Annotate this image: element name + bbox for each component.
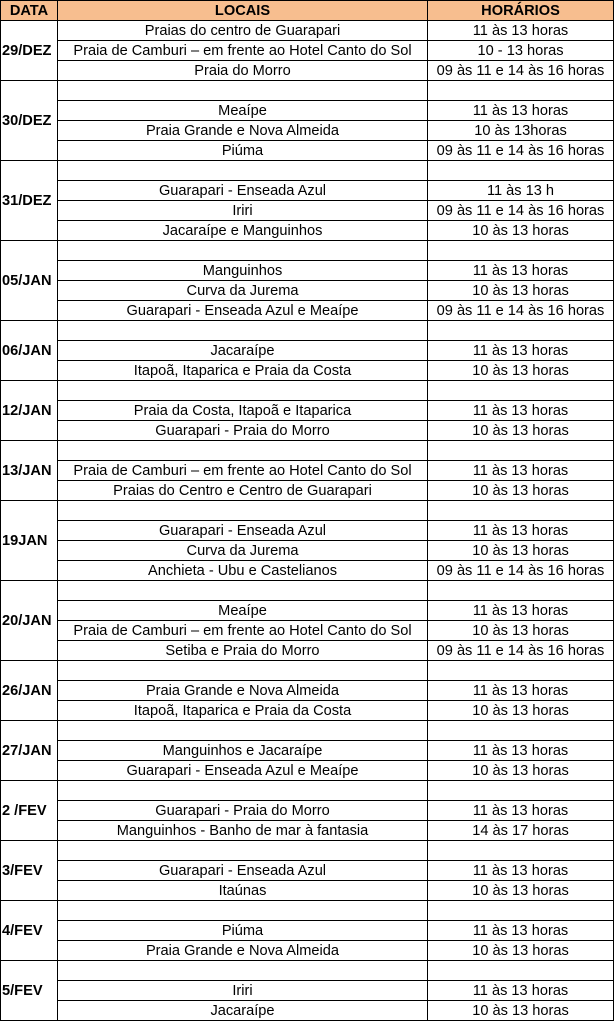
horario-cell: 11 às 13 horas: [428, 521, 614, 541]
table-row: [1, 1001, 614, 1021]
local-cell: Itapoã, Itaparica e Praia da Costa: [58, 361, 428, 381]
spacer-cell: [428, 841, 614, 861]
spacer-cell: [58, 381, 428, 401]
local-cell: Curva da Jurema: [58, 541, 428, 561]
spacer-row: [1, 501, 614, 521]
table-row: [1, 821, 614, 841]
local-cell: Praia de Camburi – em frente ao Hotel Canto do Sol: [58, 41, 428, 61]
horario-cell: 10 às 13 horas: [428, 761, 614, 781]
date-cell: 29/DEZ: [1, 21, 58, 81]
table-row: [1, 621, 614, 641]
local-cell: Manguinhos: [58, 261, 428, 281]
horario-cell: 10 às 13 horas: [428, 941, 614, 961]
local-cell: Piúma: [58, 141, 428, 161]
table-row: [1, 61, 614, 81]
horario-cell: 09 às 11 e 14 às 16 horas: [428, 201, 614, 221]
date-cell: 27/JAN: [1, 721, 58, 781]
table-row: [1, 281, 614, 301]
horario-cell: 11 às 13 horas: [428, 261, 614, 281]
table-row: [1, 641, 614, 661]
horario-cell: 10 às 13 horas: [428, 361, 614, 381]
spacer-row: [1, 781, 614, 801]
spacer-cell: [58, 501, 428, 521]
local-cell: Itaúnas: [58, 881, 428, 901]
horario-cell: 10 às 13 horas: [428, 541, 614, 561]
table-row: [1, 401, 614, 421]
table-row: [1, 561, 614, 581]
horario-cell: 10 às 13 horas: [428, 701, 614, 721]
horario-cell: 10 às 13 horas: [428, 1001, 614, 1021]
local-cell: Iriri: [58, 981, 428, 1001]
header-data: DATA: [1, 1, 58, 21]
date-cell: 3/FEV: [1, 841, 58, 901]
spacer-cell: [428, 721, 614, 741]
horario-cell: 10 às 13horas: [428, 121, 614, 141]
table-row: [1, 941, 614, 961]
horario-cell: 11 às 13 h: [428, 181, 614, 201]
table-row: [1, 101, 614, 121]
spacer-cell: [58, 781, 428, 801]
table-row: [1, 41, 614, 61]
table-row: [1, 761, 614, 781]
table-row: [1, 741, 614, 761]
table-row: [1, 121, 614, 141]
spacer-cell: [428, 381, 614, 401]
table-row: [1, 541, 614, 561]
date-cell: 5/FEV: [1, 961, 58, 1021]
horario-cell: 11 às 13 horas: [428, 921, 614, 941]
local-cell: Piúma: [58, 921, 428, 941]
date-cell: 2 /FEV: [1, 781, 58, 841]
date-cell: 12/JAN: [1, 381, 58, 441]
date-cell: 31/DEZ: [1, 161, 58, 241]
local-cell: Guarapari - Praia do Morro: [58, 421, 428, 441]
horario-cell: 10 às 13 horas: [428, 621, 614, 641]
date-cell: 05/JAN: [1, 241, 58, 321]
local-cell: Praia de Camburi – em frente ao Hotel Canto do Sol: [58, 461, 428, 481]
spacer-cell: [58, 581, 428, 601]
horario-cell: 11 às 13 horas: [428, 981, 614, 1001]
spacer-cell: [58, 901, 428, 921]
local-cell: Guarapari - Enseada Azul: [58, 521, 428, 541]
local-cell: Iriri: [58, 201, 428, 221]
spacer-cell: [428, 161, 614, 181]
date-cell: 06/JAN: [1, 321, 58, 381]
date-cell: 30/DEZ: [1, 81, 58, 161]
date-cell: 19JAN: [1, 501, 58, 581]
table-row: [1, 341, 614, 361]
local-cell: Guarapari - Praia do Morro: [58, 801, 428, 821]
spacer-cell: [428, 781, 614, 801]
spacer-cell: [58, 81, 428, 101]
local-cell: Meaípe: [58, 101, 428, 121]
table-row: [1, 301, 614, 321]
table-row: [1, 361, 614, 381]
spacer-cell: [428, 501, 614, 521]
schedule-body: [1, 21, 614, 1021]
spacer-cell: [428, 321, 614, 341]
date-cell: 4/FEV: [1, 901, 58, 961]
local-cell: Praia Grande e Nova Almeida: [58, 681, 428, 701]
spacer-row: [1, 961, 614, 981]
horario-cell: 10 às 13 horas: [428, 481, 614, 501]
local-cell: Curva da Jurema: [58, 281, 428, 301]
local-cell: Praia de Camburi – em frente ao Hotel Canto do Sol: [58, 621, 428, 641]
table-row: [1, 141, 614, 161]
spacer-cell: [58, 961, 428, 981]
local-cell: Praia do Morro: [58, 61, 428, 81]
spacer-cell: [428, 901, 614, 921]
local-cell: Jacaraípe: [58, 341, 428, 361]
horario-cell: 14 às 17 horas: [428, 821, 614, 841]
spacer-row: [1, 321, 614, 341]
horario-cell: 11 às 13 horas: [428, 861, 614, 881]
local-cell: Praia Grande e Nova Almeida: [58, 941, 428, 961]
spacer-cell: [58, 661, 428, 681]
horario-cell: 11 às 13 horas: [428, 101, 614, 121]
horario-cell: 10 às 13 horas: [428, 881, 614, 901]
table-row: [1, 421, 614, 441]
header-row: [1, 1, 614, 21]
local-cell: Praia da Costa, Itapoã e Itaparica: [58, 401, 428, 421]
local-cell: Guarapari - Enseada Azul e Meaípe: [58, 761, 428, 781]
date-cell: 20/JAN: [1, 581, 58, 661]
spacer-cell: [428, 241, 614, 261]
local-cell: Guarapari - Enseada Azul: [58, 181, 428, 201]
local-cell: Guarapari - Enseada Azul e Meaípe: [58, 301, 428, 321]
spacer-row: [1, 381, 614, 401]
local-cell: Jacaraípe e Manguinhos: [58, 221, 428, 241]
spacer-row: [1, 241, 614, 261]
local-cell: Jacaraípe: [58, 1001, 428, 1021]
spacer-cell: [58, 241, 428, 261]
spacer-row: [1, 721, 614, 741]
spacer-row: [1, 161, 614, 181]
local-cell: Praias do Centro e Centro de Guarapari: [58, 481, 428, 501]
local-cell: Itapoã, Itaparica e Praia da Costa: [58, 701, 428, 721]
table-row: [1, 601, 614, 621]
table-row: [1, 221, 614, 241]
table-row: [1, 21, 614, 41]
horario-cell: 11 às 13 horas: [428, 401, 614, 421]
horario-cell: 09 às 11 e 14 às 16 horas: [428, 641, 614, 661]
table-row: [1, 201, 614, 221]
local-cell: Meaípe: [58, 601, 428, 621]
spacer-cell: [58, 721, 428, 741]
date-cell: 26/JAN: [1, 661, 58, 721]
horario-cell: 10 às 13 horas: [428, 221, 614, 241]
spacer-cell: [58, 321, 428, 341]
table-row: [1, 481, 614, 501]
horario-cell: 10 - 13 horas: [428, 41, 614, 61]
horario-cell: 11 às 13 horas: [428, 461, 614, 481]
local-cell: Praias do centro de Guarapari: [58, 21, 428, 41]
spacer-row: [1, 841, 614, 861]
horario-cell: 11 às 13 horas: [428, 741, 614, 761]
spacer-row: [1, 441, 614, 461]
spacer-cell: [58, 841, 428, 861]
header-locais: LOCAIS: [58, 1, 428, 21]
table-row: [1, 801, 614, 821]
header-horarios: HORÁRIOS: [428, 1, 614, 21]
table-row: [1, 681, 614, 701]
spacer-row: [1, 901, 614, 921]
date-cell: 13/JAN: [1, 441, 58, 501]
spacer-cell: [428, 441, 614, 461]
spacer-cell: [428, 581, 614, 601]
horario-cell: 11 às 13 horas: [428, 21, 614, 41]
table-row: [1, 861, 614, 881]
horario-cell: 11 às 13 horas: [428, 601, 614, 621]
local-cell: Setiba e Praia do Morro: [58, 641, 428, 661]
table-row: [1, 521, 614, 541]
horario-cell: 09 às 11 e 14 às 16 horas: [428, 561, 614, 581]
horario-cell: 09 às 11 e 14 às 16 horas: [428, 141, 614, 161]
local-cell: Praia Grande e Nova Almeida: [58, 121, 428, 141]
horario-cell: 11 às 13 horas: [428, 681, 614, 701]
local-cell: Manguinhos e Jacaraípe: [58, 741, 428, 761]
spacer-row: [1, 581, 614, 601]
horario-cell: 10 às 13 horas: [428, 421, 614, 441]
spacer-cell: [428, 661, 614, 681]
table-row: [1, 461, 614, 481]
spacer-cell: [58, 441, 428, 461]
horario-cell: 10 às 13 horas: [428, 281, 614, 301]
spacer-cell: [428, 81, 614, 101]
local-cell: Manguinhos - Banho de mar à fantasia: [58, 821, 428, 841]
horario-cell: 09 às 11 e 14 às 16 horas: [428, 61, 614, 81]
spacer-row: [1, 81, 614, 101]
spacer-cell: [428, 961, 614, 981]
table-row: [1, 981, 614, 1001]
local-cell: Anchieta - Ubu e Castelianos: [58, 561, 428, 581]
local-cell: Guarapari - Enseada Azul: [58, 861, 428, 881]
spacer-cell: [58, 161, 428, 181]
table-row: [1, 181, 614, 201]
table-row: [1, 261, 614, 281]
horario-cell: 11 às 13 horas: [428, 801, 614, 821]
spacer-row: [1, 661, 614, 681]
table-row: [1, 701, 614, 721]
table-row: [1, 881, 614, 901]
table-row: [1, 921, 614, 941]
horario-cell: 09 às 11 e 14 às 16 horas: [428, 301, 614, 321]
horario-cell: 11 às 13 horas: [428, 341, 614, 361]
